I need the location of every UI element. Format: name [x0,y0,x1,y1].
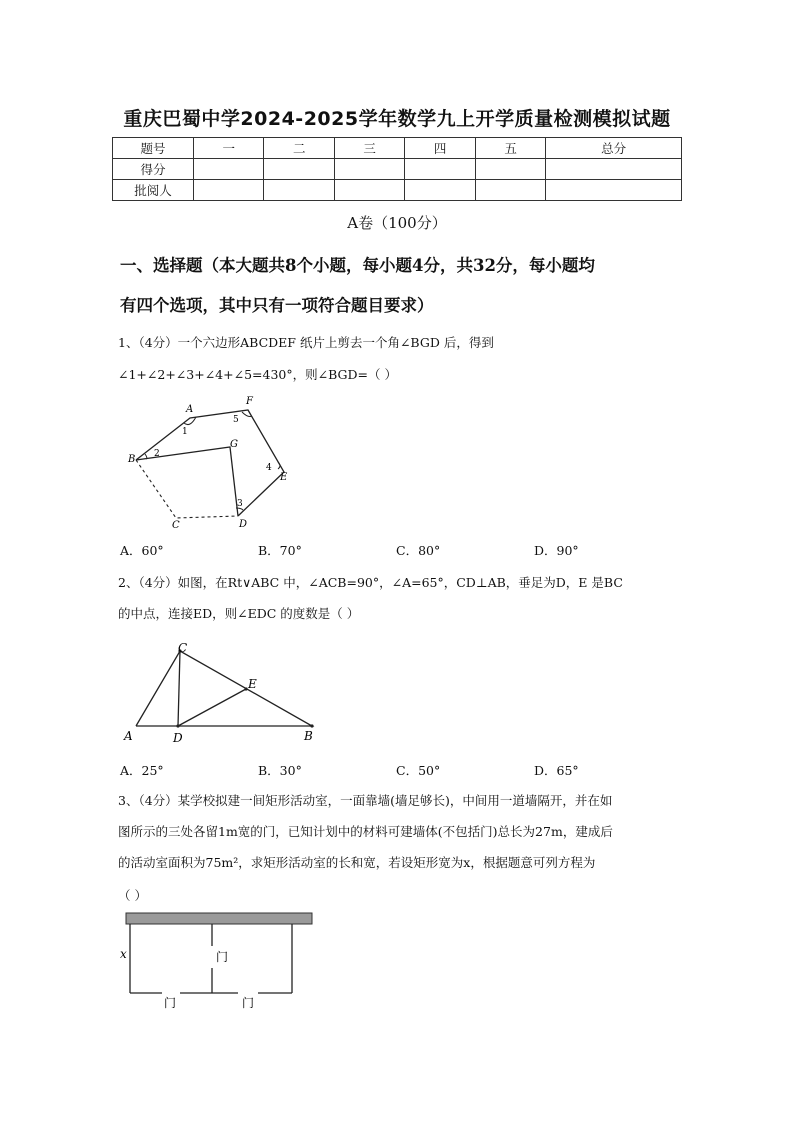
wall [126,913,312,924]
score-table-header-cell: 四 [405,138,475,159]
q2-stem-line2: 的中点，连接ED，则∠EDC 的度数是（ ） [118,606,360,621]
label-door-right: 门 [242,996,255,1010]
label-angle3: 3 [237,499,243,509]
label-angle4: 4 [266,463,272,473]
label-angle5: 5 [233,415,239,425]
label-A: A [186,404,194,415]
q3-stem-line1: 3、（4分）某学校拟建一间矩形活动室，一面靠墙(墙足够长)，中间用一道墙隔开，并在如 [118,793,613,808]
removed-corner-dashed [136,460,238,518]
label-B: B [128,454,136,465]
label-D: D [239,519,248,530]
score-table-header-row [113,138,682,159]
score-table-cell [194,180,264,201]
score-table-cell [334,180,404,201]
score-table-cell [405,159,475,180]
section-a-heading: A卷（100分） [347,214,447,232]
segment-ed [178,689,246,726]
q2-stem-line1: 2、（4分）如图，在Rt∨ABC 中，∠ACB=90°，∠A=65°，CD⊥AB，垂足为D，E 是BC [118,575,623,590]
q3-stem-line3: 的活动室面积为75m²，求矩形活动室的长和宽，若设矩形宽为x，根据题意可列方程为 [118,855,596,870]
score-table-header-cell: 题号 [113,138,194,159]
score-table-cell [546,159,682,180]
label-angle2: 2 [154,449,160,459]
q1-option-a[interactable]: A．60° [120,543,164,558]
label-D: D [173,731,183,745]
q1-option-c[interactable]: C．80° [396,543,441,558]
label-E: E [248,677,257,691]
score-table-header-cell: 总分 [546,138,682,159]
score-table-header-cell: 五 [475,138,545,159]
score-table-header-cell: 一 [194,138,264,159]
score-table-header-cell: 三 [334,138,404,159]
score-table-header-cell: 二 [264,138,334,159]
score-table-cell [264,159,334,180]
q2-triangle-figure [118,636,326,746]
q1-option-d[interactable]: D．90° [534,543,579,558]
score-table-cell [264,180,334,201]
q2-option-a[interactable]: A．25° [120,763,164,778]
label-A: A [124,729,133,743]
score-table-cell [194,159,264,180]
altitude-cd [178,651,180,726]
exam-title: 重庆巴蜀中学2024-2025学年数学九上开学质量检测模拟试题 [123,108,671,130]
label-x: x [120,947,127,961]
q3-stem-line4: （ ） [118,888,147,903]
triangle-abc [136,651,312,726]
score-table-row-label: 得分 [113,159,194,180]
q3-stem-line2: 图所示的三处各留1m宽的门，已知计划中的材料可建墙体(不包括门)总长为27m，建成后 [118,824,613,839]
section1-heading-line2: 有四个选项，其中只有一项符合题目要求） [120,296,434,315]
score-table-row [113,159,682,180]
label-C: C [178,641,188,655]
point-d [176,724,179,727]
score-table-cell [405,180,475,201]
q2-option-d[interactable]: D．65° [534,763,579,778]
q1-stem-line2: ∠1+∠2+∠3+∠4+∠5=430°，则∠BGD=（ ） [118,367,397,382]
label-F: F [246,396,253,407]
label-G: G [230,439,238,450]
q1-stem-line1: 1、（4分）一个六边形ABCDEF 纸片上剪去一个角∠BGD 后，得到 [118,335,494,350]
score-table-row-label: 批阅人 [113,180,194,201]
q1-hexagon-figure [118,390,298,532]
score-table-cell [546,180,682,201]
label-E: E [280,472,288,483]
label-B: B [304,729,313,743]
angle4-arc [278,462,280,469]
score-table-row [113,180,682,201]
q2-option-c[interactable]: C．50° [396,763,441,778]
score-table-cell [475,159,545,180]
score-table [112,137,682,201]
label-angle1: 1 [182,427,188,437]
q3-room-figure [118,910,318,1010]
score-table-cell [475,180,545,201]
score-table-cell [334,159,404,180]
hexagon-solid-edges [136,410,284,516]
point-b [310,724,313,727]
q1-option-b[interactable]: B．70° [258,543,302,558]
label-C: C [172,520,180,531]
label-door-mid: 门 [216,950,229,964]
q2-option-b[interactable]: B．30° [258,763,302,778]
label-door-left: 门 [164,996,177,1010]
section1-heading-line1: 一、选择题（本大题共8个小题，每小题4分，共32分，每小题均 [120,256,595,275]
